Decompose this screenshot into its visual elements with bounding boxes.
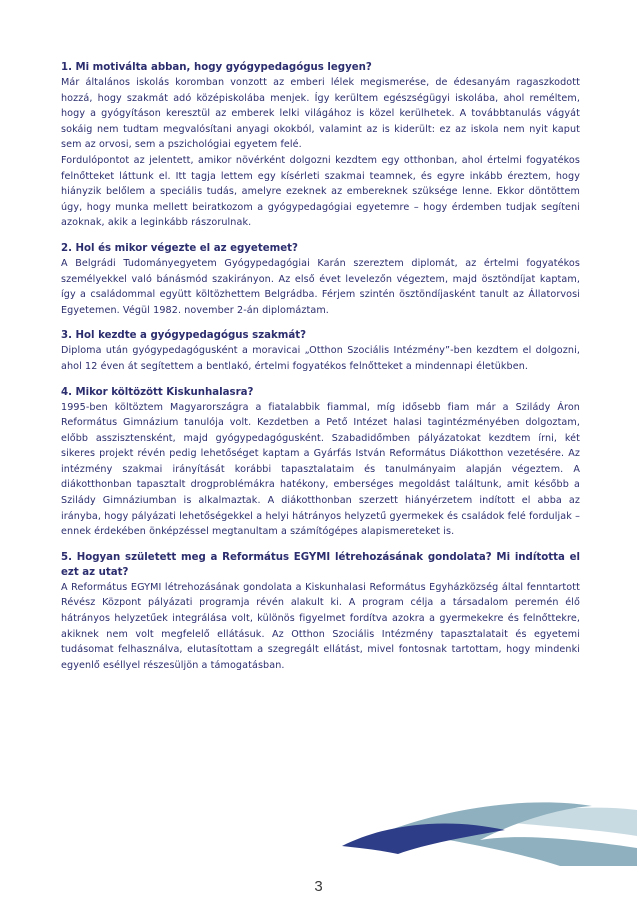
question-heading: 1. Mi motiválta abban, hogy gyógypedagógus legyen? xyxy=(61,62,372,73)
section-5 xyxy=(61,550,580,674)
section-1 xyxy=(61,60,580,231)
answer-paragraph: Diploma után gyógypedagógusként a moravicai „Otthon Szociális Intézmény”-ben kezdtem el dolgozni, ahol 12 éven át segítettem a bentlakó, értelmi fogyatékos felnőtteket a mindennapi életükben. xyxy=(61,345,580,372)
answer-paragraph: 1995-ben költöztem Magyarországra a fiatalabbik fiammal, míg idősebb fiam már a Szilády Áron Református Gimnázium tanulója volt. Kezdetben a Pető Intézet halasi tagintézményében dolgoztam, előbb asszisztensként, majd gyógypedagógusként. Szabadidőmben pályázatokat kezdtem írni, két sikeres projekt révén pedig lehetőséget kaptam a Gyárfás István Református Diákotthon vezetésére. Az intézmény szakmai irányítását korábbi tapasztalataim és tanulmányaim alapján végeztem. A diákotthonban tapasztalt drogproblémákra hatékony, emberséges megoldást találtunk, amit később a Szilády Gimnáziumban is alkalmaztak. A diákotthonban szerzett hiányérzetem indított el abba az irányba, hogy pályázati lehetőségekkel a helyi hátrányos helyzetű gyermekek és családok felé forduljak – ennek érdekében önképzéssel megtanultam a számítógépes alapismereteket is. xyxy=(61,401,580,538)
section-3 xyxy=(61,328,580,374)
page-number: 3 xyxy=(314,878,323,895)
section-4 xyxy=(61,385,580,540)
question-heading: 5. Hogyan született meg a Református EGYMI létrehozásának gondolata? Mi indította el ezt az utat? xyxy=(61,551,580,578)
answer-paragraph: Fordulópontot az jelentett, amikor növérként dolgozni kezdtem egy otthonban, ahol értelmi fogyatékos felnőtteket láttunk el. Itt tagja lettem egy kísérleti szakmai teamnek, és egyre inkább éreztem, hogy hiányzik belőlem a speciális tudás, amelyre ezeknek az embereknek szüksége lenne. Ekkor döntöttem úgy, hogy munka mellett beiratkozom a gyógypedagógiai egyetemre – hogy érdemben tudjak segíteni azoknak, akik a leginkább rászorulnak. xyxy=(61,154,580,229)
interview-content xyxy=(61,60,580,683)
answer-paragraph: Már általános iskolás koromban vonzott az emberi lélek megismerése, de édesanyám ragaszkodott hozzá, hogy szakmát adó középiskolába menjek. Így kerültem egészségügyi iskolába, ahol reméltem, hogy a gyógyításon keresztül az emberek lelki világához is közel kerülhetek. A továbbtanulás vágyát sokáig nem tudtam megvalósítani anyagi okokból, valamint az is kiderült: ez az iskola nem nyit kaput sem az orvosi, sem a pszichológiai egyetem felé. xyxy=(61,77,580,151)
answer-paragraph: A Belgrádi Tudományegyetem Gyógypedagógiai Karán szereztem diplomát, az értelmi fogyatékos személyekkel való bánásmód szakirányon. Az első évet levelezőn végeztem, majd ösztöndíjat kaptam, így a családommal együtt költözhettem Belgrádba. Férjem szintén ösztöndíjasként tanult az Állatorvosi Egyetemen. Végül 1982. november 2-án diplomáztam. xyxy=(61,257,580,316)
question-heading: 4. Mikor költözött Kiskunhalasra? xyxy=(61,386,254,398)
answer-paragraph: A Református EGYMI létrehozásának gondolata a Kiskunhalasi Református Egyházközség által fenntartott Révész Központ pályázati programja révén alakult ki. A program célja a társadalom peremén élő hátrányos helyzetűek integrálása volt, különös figyelmet fordítva azokra a gyermekekre és felnőttekre, akiknek nem volt megfelelő ellátásuk. Az Otthon Szociális Intézmény tapasztalatait és egyetemi tudásomat felhasználva, elutasítottam a szegregált ellátást, mivel fontosnak tartottam, hogy mindenki egyenlő eséllyel részesüljön a támogatásban. xyxy=(61,581,580,671)
section-2 xyxy=(61,241,580,318)
question-heading: 3. Hol kezdte a gyógypedagógus szakmát? xyxy=(61,330,307,342)
decorative-wave-graphic xyxy=(330,786,637,866)
question-heading: 2. Hol és mikor végezte el az egyetemet? xyxy=(61,242,298,254)
